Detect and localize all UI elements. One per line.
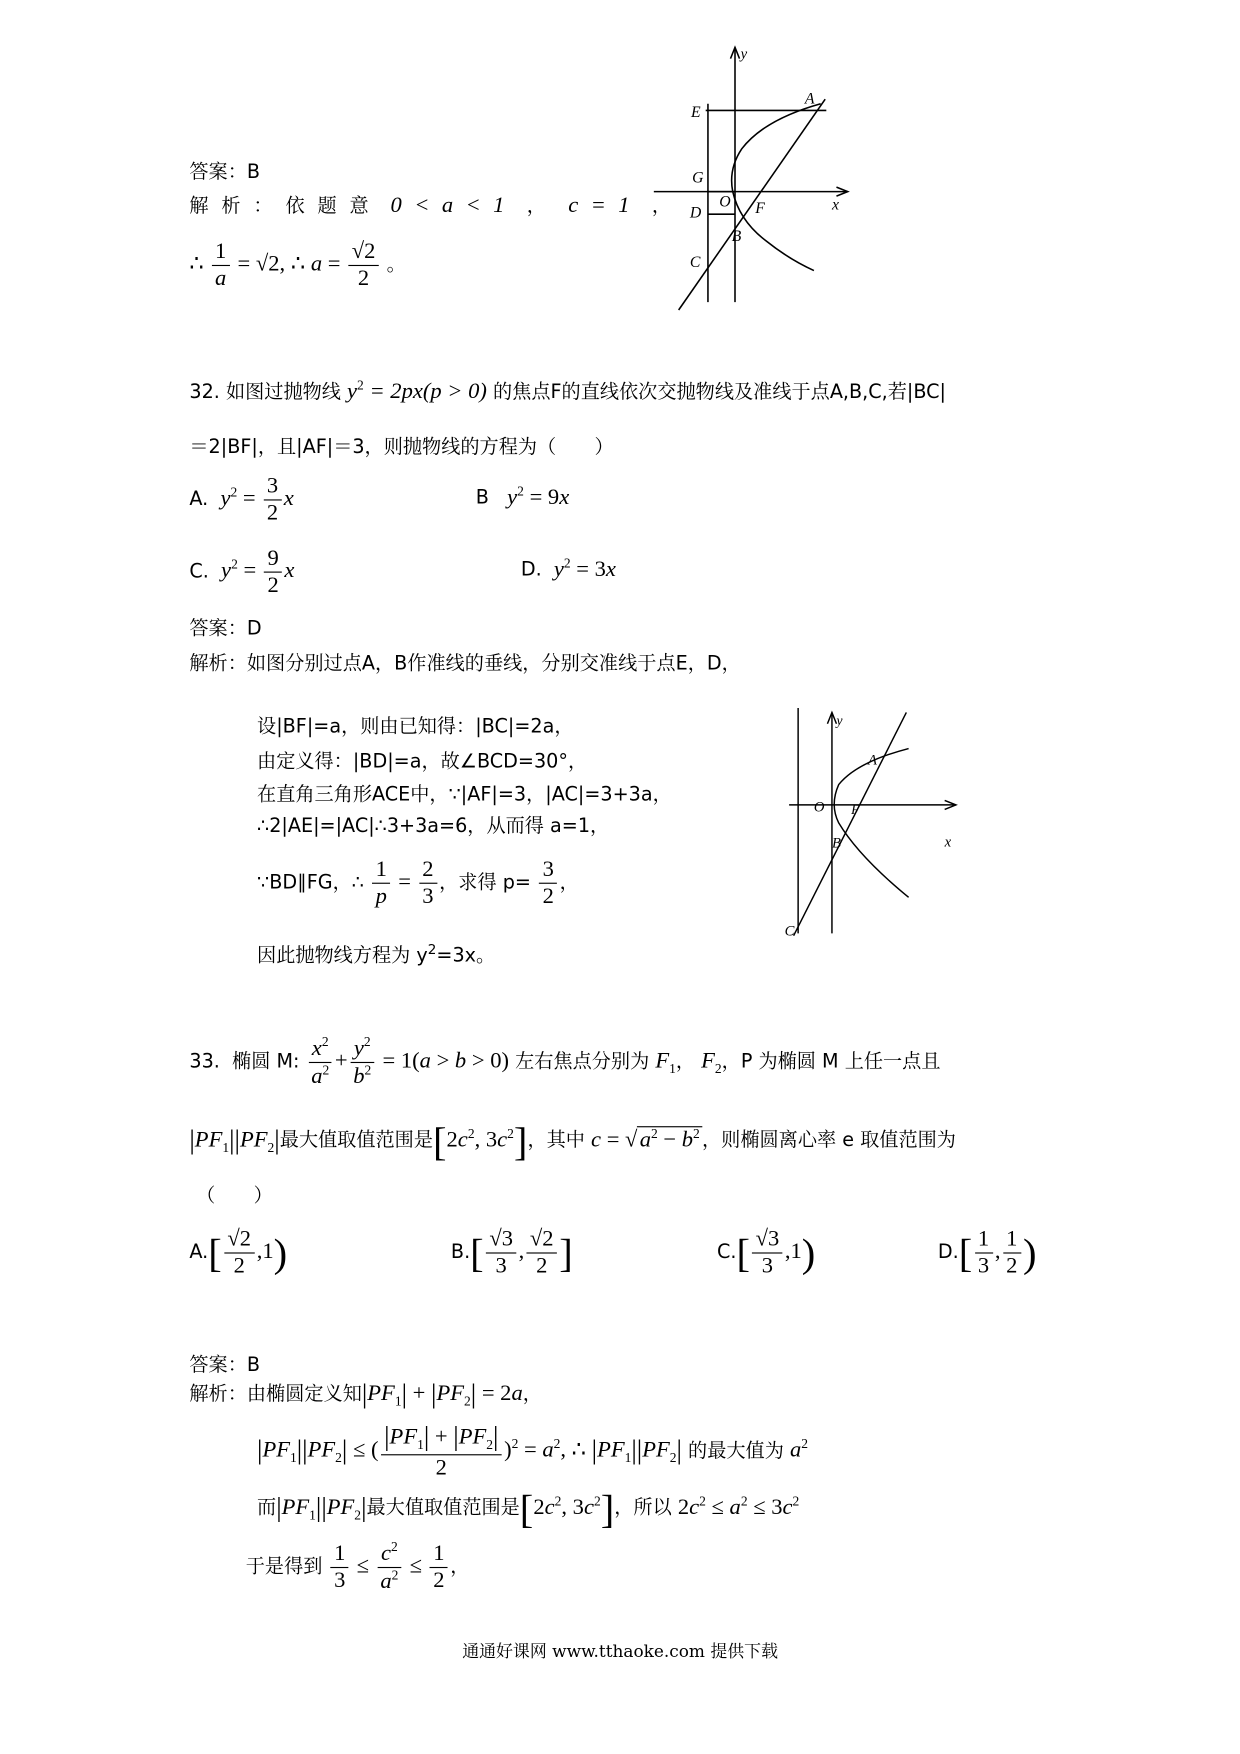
svg-text:E: E xyxy=(691,104,701,122)
q31-conclusion: ∴ $\frac{1}{a}$ = √2, ∴ a = $\frac{√2}{2}$ 。 xyxy=(189,238,406,291)
q32-option-c: C. $y^2$ = $\frac{9}{2}$ x xyxy=(189,545,295,598)
q32-analysis: 解析：如图分别过点A，B作准线的垂线，分别交准线于点E，D， xyxy=(189,652,741,676)
q31-figure xyxy=(643,43,868,325)
svg-text:A: A xyxy=(868,752,877,769)
q33-stem-line2: $|PF_1||PF_2|$最大值取值范围是[$2c^2$, $3c^2$]，其中 c = √ $a^2 - b^2$ ，则椭圆离心率 e 取值范围为 xyxy=(189,1118,956,1164)
svg-text:C: C xyxy=(784,923,795,940)
page-footer: 通通好课网 www.tthaoke.com 提供下载 xyxy=(462,1641,778,1662)
q32-step-3: 在直角三角形ACE中，∵|AF|=3，|AC|=3+3a， xyxy=(257,783,672,807)
q32-option-a: A. $y^2$ = $\frac{3}{2}$ x xyxy=(189,473,294,526)
q31-cond2: c = 1 xyxy=(568,192,633,218)
q32-stem-line1: 32. 如图过抛物线 $y^2 = 2px(p > 0)$ 的焦点F的直线依次交抛物线及准线于点A,B,C,若|BC| xyxy=(189,376,947,404)
svg-text:x: x xyxy=(944,834,952,851)
svg-text:y: y xyxy=(740,46,748,63)
q33-analysis-3: 而$|PF_1||PF_2|$最大值取值范围是[$2c^2$, $3c^2$]，所以 $2c^2 \le a^2 \le 3c^2$ xyxy=(257,1485,800,1531)
svg-text:B: B xyxy=(831,835,841,852)
q32-option-b: B $y^2 = 9x$ xyxy=(475,482,570,510)
q32-step-6: 因此抛物线方程为 $y^2=3x$。 xyxy=(257,941,496,968)
q32-option-d: D. $y^2 = 3x$ xyxy=(520,554,616,582)
q32-figure xyxy=(778,705,970,942)
q33-option-a: A.[ $\frac{√2}{2}$ ,1) xyxy=(189,1226,288,1279)
svg-text:y: y xyxy=(836,712,843,728)
svg-text:G: G xyxy=(692,169,704,187)
q33-analysis-1: 解析：由椭圆定义知$|PF_1| + |PF_2| = 2a$， xyxy=(189,1379,542,1410)
svg-text:C: C xyxy=(689,254,701,272)
q33-analysis-4: 于是得到 $\frac{1}{3}$ ≤ $\frac{c^2}{a^2}$ ≤ $\frac{1}{2}$ ， xyxy=(245,1538,470,1594)
q32-step-5: ∵BD∥FG，∴ $\frac{1}{p}$ = $\frac{2}{3}$ ，求得 p= $\frac{3}{2}$ ， xyxy=(257,856,579,909)
svg-text:A: A xyxy=(804,90,815,108)
q32-answer: 答案：D xyxy=(189,617,262,641)
q33-stem-line1: 33. 椭圆 M: $\frac{x^2}{a^2}$ + $\frac{y^2}{b^2}$ = 1(a > b > 0) 左右焦点分别为 $F_1$， $F_2$，P 为椭圆 M 上任一点且 xyxy=(189,1033,941,1089)
svg-text:D: D xyxy=(689,204,702,222)
q33-answer: 答案：B xyxy=(189,1353,261,1377)
q32-step-1: 设|BF|=a，则由已知得：|BC|=2a， xyxy=(257,715,574,739)
q33-analysis-2: $|PF_1||PF_2|$ ≤ ( $\frac{|PF_1| + |PF_2|}{2}$ )$^2 = a^2$, ∴ $|PF_1||PF_2|$ 的最大值为 $a^2$ xyxy=(257,1422,809,1480)
q31-cond1: 0 < a < 1 xyxy=(381,192,508,218)
q32-stem-line2: ＝2|BF|，且|AF|＝3，则抛物线的方程为（ ） xyxy=(189,436,614,459)
svg-text:O: O xyxy=(719,193,731,211)
q33-option-d: D.[ $\frac{1}{3}$ , $\frac{1}{2}$ ) xyxy=(937,1226,1037,1279)
q32-step-4: ∴2|AE|=|AC|∴3+3a=6，从而得 a=1， xyxy=(257,815,610,838)
svg-text:F: F xyxy=(755,200,765,218)
q33-stem-line3: （ ） xyxy=(196,1184,273,1208)
svg-text:B: B xyxy=(731,228,742,246)
svg-text:O: O xyxy=(813,799,825,816)
q31-answer: 答案：B xyxy=(189,161,261,184)
q33-option-b: B.[ $\frac{√3}{3}$ , $\frac{√2}{2}$ ] xyxy=(450,1226,573,1279)
q32-step-2: 由定义得：|BD|=a，故∠BCD=30°， xyxy=(257,750,588,774)
q33-option-c: C.[ $\frac{√3}{3}$ ,1) xyxy=(716,1226,816,1279)
q31-analysis-prefix: 解 析 ： 依 题 意 xyxy=(189,195,373,218)
svg-text:F: F xyxy=(851,801,860,817)
svg-text:x: x xyxy=(831,196,839,214)
q31-analysis: 解 析 ： 依 题 意 0 < a < 1 ， c = 1 ， xyxy=(189,192,675,218)
